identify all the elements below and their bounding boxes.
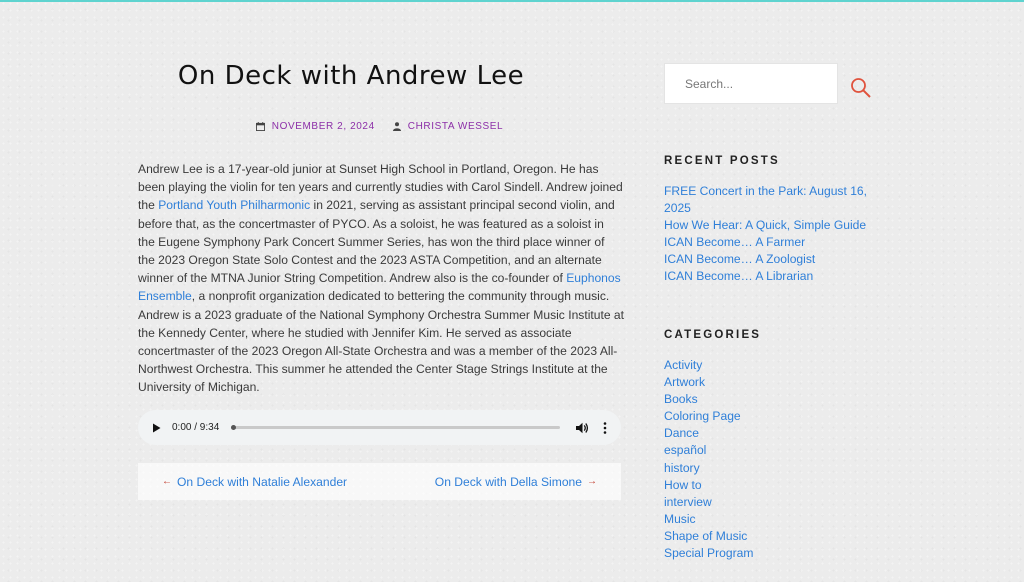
category-item bbox=[664, 442, 879, 459]
previous-post-link[interactable] bbox=[162, 475, 347, 489]
post-body bbox=[138, 160, 624, 397]
category-link[interactable]: Activity bbox=[664, 358, 703, 372]
category-item bbox=[664, 528, 879, 545]
category-item bbox=[664, 477, 879, 494]
page-title: On Deck with Andrew Lee bbox=[177, 61, 525, 91]
next-post-link[interactable] bbox=[435, 475, 597, 489]
post-author[interactable] bbox=[393, 121, 503, 132]
search-input[interactable] bbox=[685, 77, 817, 91]
search-field bbox=[664, 63, 838, 104]
arrow-left-icon: ← bbox=[162, 476, 172, 487]
category-item bbox=[664, 357, 879, 374]
recent-posts-title: RECENT POSTS bbox=[664, 155, 780, 167]
recent-post-link[interactable]: ICAN Become… A Librarian bbox=[664, 269, 814, 284]
calendar-icon bbox=[256, 122, 265, 131]
recent-post-link[interactable]: ICAN Become… A Farmer bbox=[664, 235, 806, 250]
volume-icon bbox=[576, 422, 589, 434]
audio-time: 0:00 / 9:34 bbox=[172, 422, 220, 433]
recent-post-item bbox=[664, 183, 879, 217]
post-body-text-1: Andrew Lee is a 17-year-old junior at Sunset High School in Portland, Oregon. He has been playing the violin for ten years and currently studies with Carol Sindell. Andrew joined the bbox=[138, 162, 623, 213]
volume-button[interactable] bbox=[576, 422, 589, 434]
recent-post-item bbox=[664, 234, 879, 251]
category-link[interactable]: Coloring Page bbox=[664, 409, 741, 424]
category-link[interactable]: Shape of Music bbox=[664, 528, 748, 543]
category-item bbox=[664, 374, 879, 391]
categories-list bbox=[664, 357, 879, 562]
category-link[interactable]: How to bbox=[664, 477, 702, 492]
post-date[interactable] bbox=[256, 121, 375, 132]
play-button[interactable] bbox=[152, 423, 166, 433]
category-item bbox=[664, 408, 879, 425]
post-author-label: CHRISTA WESSEL bbox=[407, 121, 504, 132]
search-button[interactable] bbox=[850, 77, 872, 99]
recent-posts-list bbox=[664, 183, 879, 286]
portland-youth-philharmonic-link[interactable]: Portland Youth Philharmonic bbox=[158, 198, 311, 213]
previous-post-label: On Deck with Natalie Alexander bbox=[177, 474, 348, 489]
next-post-label: On Deck with Della Simone bbox=[434, 474, 582, 489]
category-link[interactable]: history bbox=[664, 460, 700, 475]
post-body-text-3: , a nonprofit organization dedicated to bettering the community through music. Andrew is a 2023 graduate of the National Symphony Orchestra Summer Music Institute at the Kennedy Center, where he studied with Jennifer Kim. He served as associate concertmaster of the 2023 Oregon All-State Orchestra and was a member of the 2023 All-Northwest Orchestra. This summer he attended the Center Stage Strings Institute at the University of Michigan. bbox=[138, 289, 625, 395]
category-item bbox=[664, 511, 879, 528]
user-icon bbox=[393, 122, 401, 131]
category-link[interactable]: interview bbox=[664, 494, 712, 509]
top-accent-bar bbox=[0, 0, 1024, 2]
audio-progress-slider[interactable] bbox=[231, 426, 560, 429]
more-vertical-icon bbox=[603, 422, 607, 434]
category-item bbox=[664, 460, 879, 477]
post-meta bbox=[138, 121, 621, 132]
category-item bbox=[664, 494, 879, 511]
category-link[interactable]: Books bbox=[664, 392, 698, 407]
post-body-text-2: in 2021, serving as assistant principal second violin, and before that, as the concertmaster of PYCO. As a soloist, he was featured as a soloist in the Eugene Symphony Park Concert Summer Series, has won the third place winner of the 2023 Oregon State Solo Contest and the 2023 ASTA Competition, and an alternate winner of the MTNA Junior String Competition. Andrew also is the co-founder of bbox=[138, 198, 615, 286]
category-item bbox=[664, 545, 879, 562]
category-link[interactable]: Special Program bbox=[664, 546, 754, 561]
euphonos-ensemble-link[interactable]: Euphonos Ensemble bbox=[138, 271, 621, 304]
recent-post-item bbox=[664, 268, 879, 285]
post-date-label: NOVEMBER 2, 2024 bbox=[271, 121, 375, 132]
recent-post-item bbox=[664, 251, 879, 268]
search-icon bbox=[850, 77, 872, 99]
play-icon bbox=[152, 423, 161, 433]
more-options-button[interactable] bbox=[603, 422, 607, 434]
category-link[interactable]: español bbox=[664, 443, 707, 458]
category-link[interactable]: Music bbox=[664, 511, 696, 526]
category-link[interactable]: Dance bbox=[664, 426, 699, 441]
category-link[interactable]: Artwork bbox=[664, 375, 705, 390]
recent-post-item bbox=[664, 217, 879, 234]
categories-title: CATEGORIES bbox=[664, 329, 762, 341]
category-item bbox=[664, 391, 879, 408]
recent-post-link[interactable]: How We Hear: A Quick, Simple Guide bbox=[664, 218, 867, 233]
category-item bbox=[664, 425, 879, 442]
recent-post-link[interactable]: FREE Concert in the Park: August 16, 2025 bbox=[664, 184, 868, 216]
arrow-right-icon: → bbox=[587, 476, 597, 487]
recent-post-link[interactable]: ICAN Become… A Zoologist bbox=[664, 252, 816, 267]
post-navigation bbox=[138, 463, 621, 500]
audio-player bbox=[138, 410, 621, 445]
